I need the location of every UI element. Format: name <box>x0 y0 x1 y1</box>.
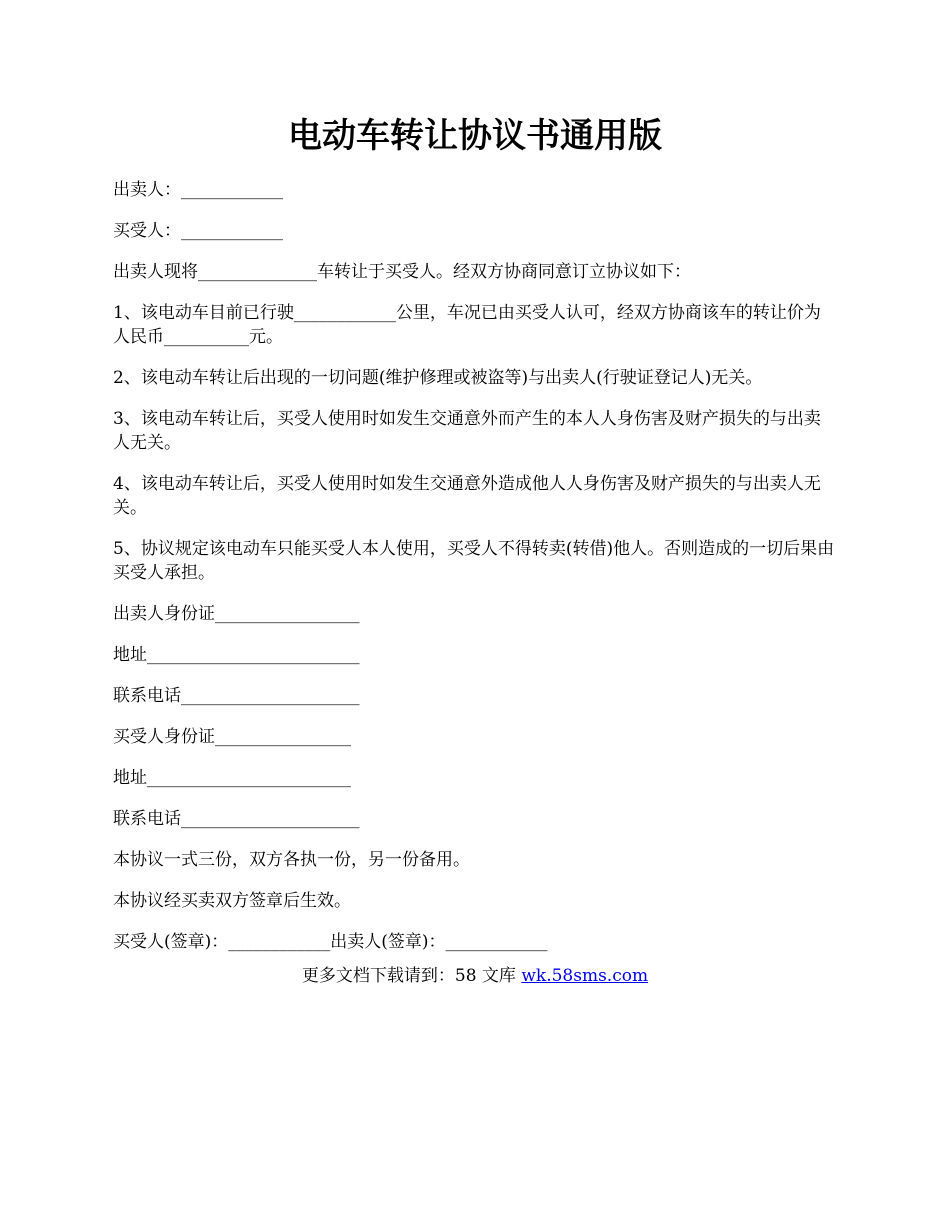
footer-link[interactable]: wk.58sms.com <box>521 966 649 986</box>
footer <box>0 964 950 988</box>
effective-statement: 本协议经买卖双方签章后生效。 <box>113 891 351 911</box>
document-title: 电动车转让协议书通用版 <box>288 116 662 156</box>
seller-id-line: 出卖人身份证_________________ <box>113 604 360 624</box>
clause-4: 4、该电动车转让后，买受人使用时如发生交通意外造成他人人身伤害及财产损失的与出卖人无关。 <box>113 474 821 518</box>
document-body <box>113 178 835 971</box>
copies-statement: 本协议一式三份，双方各执一份，另一份备用。 <box>113 850 470 870</box>
clause-1: 1、该电动车目前已行驶____________公里，车况已由买受人认可，经双方协商该车的转让价为人民币__________元。 <box>113 303 821 347</box>
seller-phone-line: 联系电话_____________________ <box>113 686 360 706</box>
signature-line: 买受人(签章)：____________出卖人(签章)：____________ <box>113 932 548 952</box>
buyer-id-line: 买受人身份证________________ <box>113 727 351 747</box>
transfer-statement: 出卖人现将______________车转让于买受人。经双方协商同意订立协议如下： <box>113 262 691 282</box>
buyer-phone-line: 联系电话_____________________ <box>113 809 360 829</box>
clause-2: 2、该电动车转让后出现的一切问题(维护修理或被盗等)与出卖人(行驶证登记人)无关。 <box>113 368 763 388</box>
clause-3: 3、该电动车转让后，买受人使用时如发生交通意外而产生的本人人身伤害及财产损失的与出卖人无关。 <box>113 409 821 453</box>
footer-text: 更多文档下载请到：58 文库 <box>301 966 522 986</box>
seller-address-line: 地址_________________________ <box>113 645 360 665</box>
seller-line: 出卖人：____________ <box>113 180 283 200</box>
clause-5: 5、协议规定该电动车只能买受人本人使用，买受人不得转卖(转借)他人。否则造成的一切后果由买受人承担。 <box>113 539 835 583</box>
buyer-line: 买受人：____________ <box>113 221 283 241</box>
buyer-address-line: 地址________________________ <box>113 768 351 788</box>
